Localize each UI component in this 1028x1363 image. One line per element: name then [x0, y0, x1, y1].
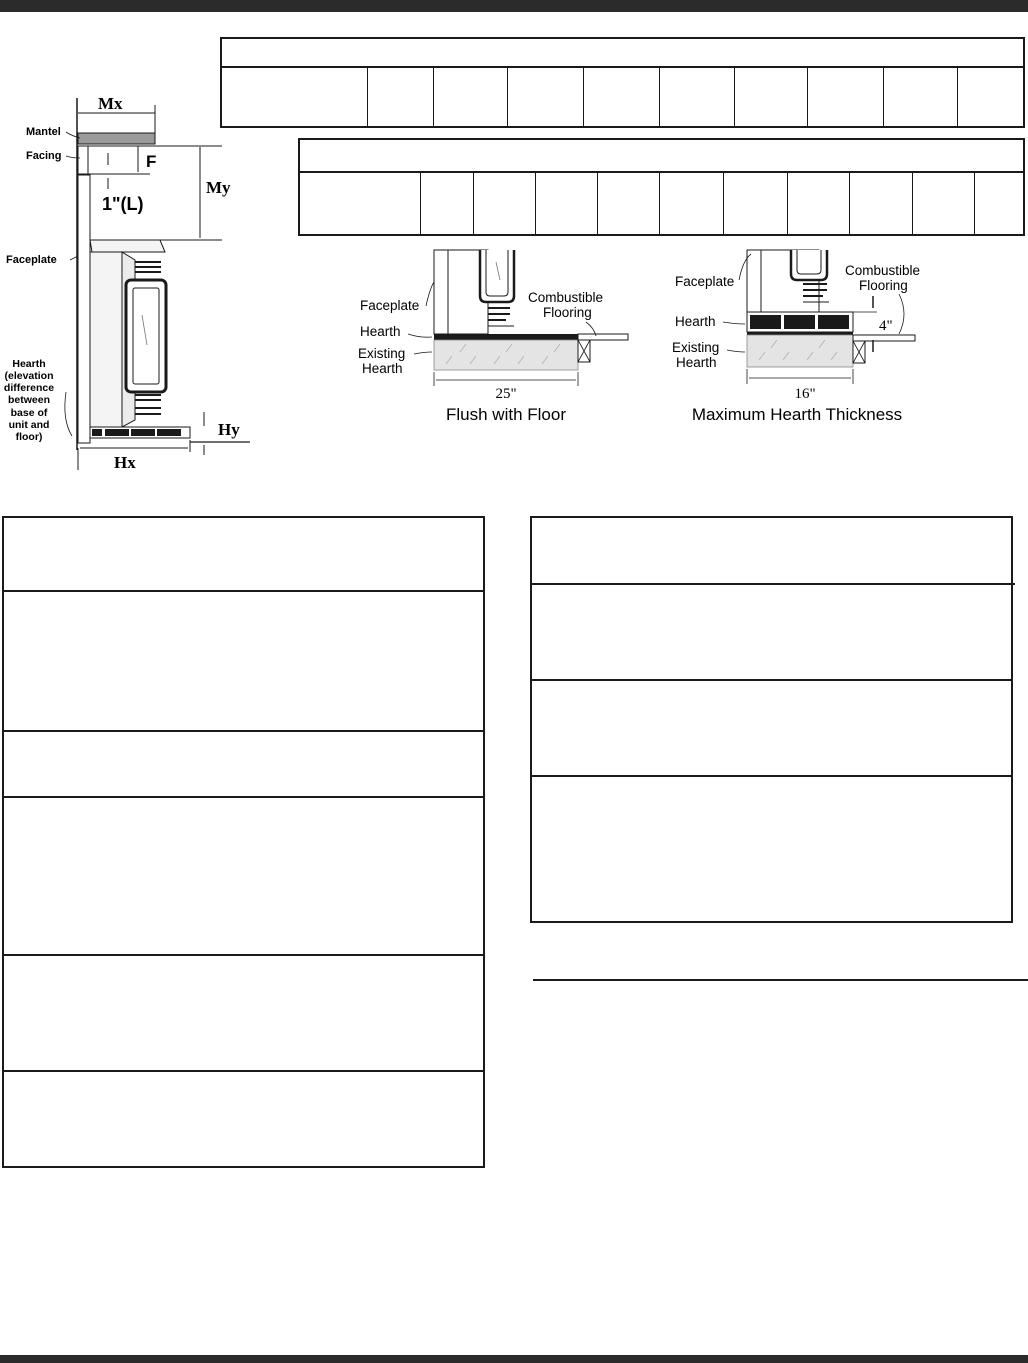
unit-faceplate-edge: [78, 175, 90, 443]
table-column-divider: [507, 66, 508, 126]
table-column-divider: [420, 171, 421, 234]
bottom-bar: [0, 1355, 1028, 1363]
table-column-divider: [787, 171, 788, 234]
section-rule: [533, 979, 1028, 981]
panel-divider: [532, 583, 1015, 585]
hearth-label-line1: Hearth: [12, 358, 46, 370]
flush-with-floor-diagram: [350, 248, 640, 430]
existing-hearth-label-line2: Hearth: [676, 355, 717, 370]
table-column-divider: [723, 171, 724, 234]
hearth-brick: [818, 315, 849, 329]
hearth-label: Hearth: [360, 324, 401, 339]
table-column-divider: [734, 66, 735, 126]
panel-divider: [4, 730, 483, 732]
hearth-brick: [105, 429, 129, 436]
existing-hearth: [747, 335, 853, 367]
hearth-leader: [408, 334, 432, 337]
table-column-divider: [912, 171, 913, 234]
hearth-label: Hearth: [675, 314, 716, 329]
panel-divider: [4, 590, 483, 592]
table-column-divider: [367, 66, 368, 126]
door-glass: [486, 250, 508, 296]
existing-hearth-leader: [727, 350, 745, 352]
louvre-bottom: [135, 395, 161, 414]
panel-divider: [4, 796, 483, 798]
combustible-flooring: [578, 334, 628, 340]
table-column-divider: [535, 171, 536, 234]
louvre-top: [135, 262, 161, 272]
f-label: F: [146, 152, 157, 171]
hearth-brick: [92, 429, 102, 436]
table-column-divider: [957, 66, 958, 126]
hearth-label-line5: base of: [10, 407, 48, 419]
hy-label: Hy: [218, 420, 240, 439]
my-label: My: [206, 178, 231, 197]
hearth-clearance-table: [298, 138, 1025, 236]
mantel-label: Mantel: [26, 126, 61, 138]
hx-label: Hx: [114, 453, 136, 472]
table-column-divider: [583, 66, 584, 126]
table-column-divider: [849, 171, 850, 234]
table-header-row: [300, 140, 1023, 173]
hearth-label-line2: (elevation: [4, 370, 54, 382]
hearth-base: [747, 332, 853, 335]
facing-label: Facing: [26, 150, 62, 162]
combustible-flooring: [853, 335, 915, 341]
table-column-divider: [473, 171, 474, 234]
panel-divider: [532, 775, 1011, 777]
hearth-brick: [750, 315, 781, 329]
left-panel-stack: [2, 516, 485, 1168]
mx-label: Mx: [98, 94, 123, 113]
table-column-divider: [974, 171, 975, 234]
facing-shape: [78, 146, 88, 174]
faceplate-label: Faceplate: [675, 274, 735, 289]
existing-hearth-label-line1: Existing: [358, 346, 406, 361]
panel-divider: [532, 679, 1011, 681]
hearth-brick: [131, 429, 155, 436]
l-label: 1"(L): [102, 194, 144, 214]
table-column-divider: [597, 171, 598, 234]
table-column-divider: [433, 66, 434, 126]
hearth-label-line3: difference: [3, 382, 55, 394]
hearth-leader: [65, 392, 72, 436]
combustible-label-line2: Flooring: [543, 305, 592, 320]
combustible-label-line2: Flooring: [859, 278, 908, 293]
existing-hearth-label-line1: Existing: [672, 340, 720, 355]
hearth-leader: [723, 322, 745, 324]
faceplate-leader: [426, 282, 434, 306]
thickness-label: 4": [879, 318, 893, 334]
hearth-brick: [784, 315, 815, 329]
panel-divider: [4, 1070, 483, 1072]
table-header-row: [222, 39, 1023, 68]
hearth-label-line7: floor): [15, 431, 43, 443]
door-glass: [797, 250, 821, 274]
faceplate-label: Faceplate: [360, 298, 420, 313]
mantel-clearance-table: [220, 37, 1025, 128]
right-panel-stack: [530, 516, 1013, 923]
max-title: Maximum Hearth Thickness: [691, 405, 903, 424]
table-column-divider: [807, 66, 808, 126]
combustible-label-line1: Combustible: [528, 290, 604, 305]
width-label: 16": [794, 386, 816, 402]
existing-hearth: [434, 340, 578, 370]
hearth-label-line4: between: [7, 394, 51, 406]
table-column-divider: [659, 66, 660, 126]
glass-pane: [133, 288, 159, 384]
hearth-label-line6: unit and: [8, 419, 50, 431]
table-column-divider: [659, 171, 660, 234]
top-bar: [0, 0, 1028, 12]
existing-hearth-leader: [414, 352, 432, 354]
side-elevation-diagram: [0, 90, 260, 480]
faceplate-top: [90, 240, 165, 252]
mantel-shape: [78, 133, 155, 144]
combustible-leader: [899, 294, 904, 334]
panel-divider: [4, 954, 483, 956]
faceplate-label: Faceplate: [6, 254, 57, 266]
unit-body: [90, 252, 122, 427]
table-column-divider: [883, 66, 884, 126]
existing-hearth-label-line2: Hearth: [362, 361, 403, 376]
hearth-brick: [157, 429, 181, 436]
hearth-layer: [434, 334, 578, 340]
flush-title: Flush with Floor: [446, 405, 566, 424]
combustible-label-line1: Combustible: [845, 263, 921, 278]
louvres: [488, 308, 510, 320]
width-label: 25": [495, 386, 517, 402]
max-hearth-thickness-diagram: [665, 248, 945, 430]
